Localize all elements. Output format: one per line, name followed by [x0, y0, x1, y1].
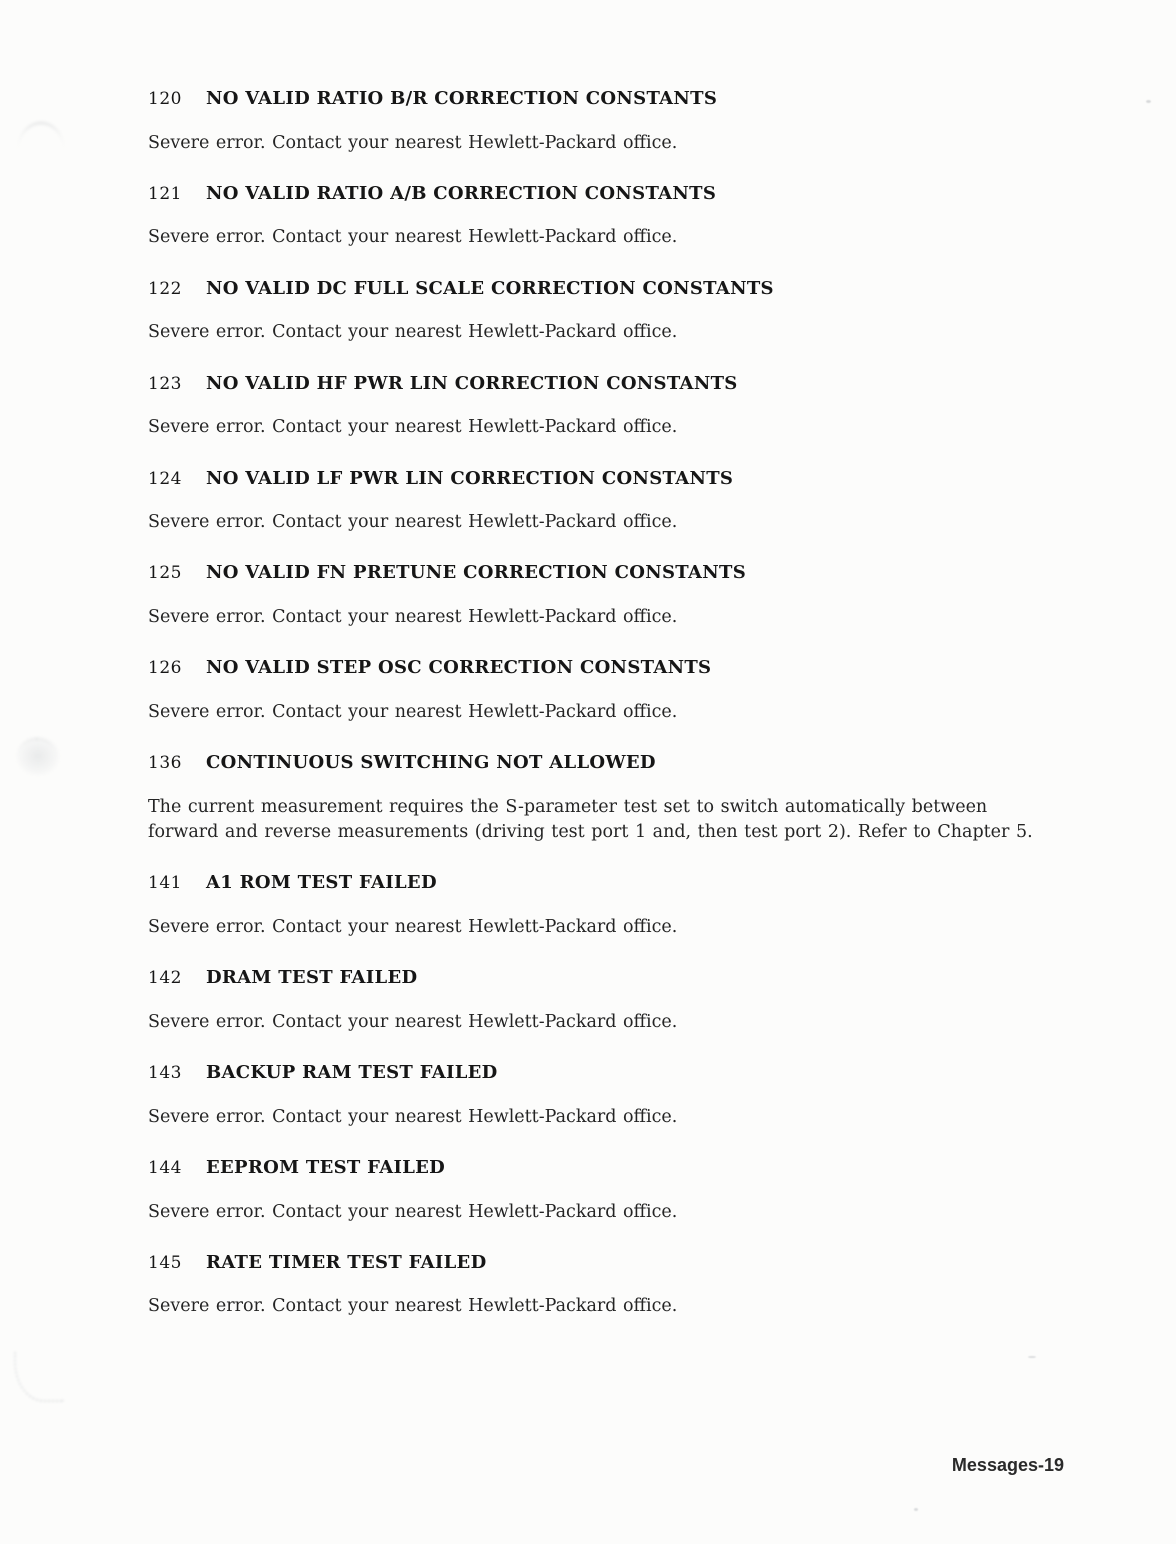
scan-artifact: [14, 1352, 64, 1402]
error-code: 141: [148, 873, 182, 894]
error-code: 144: [148, 1158, 182, 1178]
error-message-heading: [148, 468, 1042, 491]
error-message-block: [148, 183, 1042, 251]
error-title: CONTINUOUS SWITCHING NOT ALLOWED: [206, 752, 656, 774]
error-message-block: [148, 278, 1042, 346]
error-message-heading: [148, 88, 1042, 111]
error-title: EEPROM TEST FAILED: [206, 1157, 446, 1178]
scan-artifact: [16, 736, 60, 776]
error-title: NO VALID STEP OSC CORRECTION CONSTANTS: [206, 657, 712, 679]
error-description: Severe error. Contact your nearest Hewlett-Packard office.: [148, 227, 678, 248]
error-message-heading: [148, 1062, 1042, 1085]
error-description: Severe error. Contact your nearest Hewlett-Packard office.: [148, 701, 678, 722]
error-message-block: [148, 88, 1042, 156]
error-title: NO VALID LF PWR LIN CORRECTION CONSTANTS: [206, 467, 734, 489]
error-description: Severe error. Contact your nearest Hewlett-Packard office.: [148, 1201, 678, 1222]
error-code: 142: [148, 968, 182, 989]
error-message-block: [148, 1157, 1042, 1225]
error-description: Severe error. Contact your nearest Hewlett-Packard office.: [148, 132, 678, 153]
error-code: 122: [148, 278, 182, 299]
error-message-heading: [148, 752, 1042, 775]
error-title: NO VALID FN PRETUNE CORRECTION CONSTANTS: [206, 562, 746, 584]
error-description: Severe error. Contact your nearest Hewlett-Packard office.: [148, 1106, 678, 1127]
error-message-block: [148, 752, 1042, 845]
error-message-block: [148, 373, 1042, 441]
error-message-heading: [148, 278, 1042, 301]
error-code: 124: [148, 468, 182, 489]
error-message-block: [148, 468, 1042, 536]
scan-speck: [914, 1508, 918, 1511]
error-title: RATE TIMER TEST FAILED: [206, 1251, 487, 1273]
error-message-heading: [148, 657, 1042, 680]
error-title: DRAM TEST FAILED: [206, 967, 418, 989]
error-description: The current measurement requires the S-parameter test set to switch automatically between forward and reverse measurements (driving test port 1 and, then test port 2). Refer to Chapter 5.: [148, 796, 1033, 842]
error-message-heading: [148, 373, 1042, 396]
error-code: 136: [148, 753, 182, 774]
error-message-block: [148, 1062, 1042, 1130]
error-code: 145: [148, 1252, 182, 1273]
error-message-block: [148, 967, 1042, 1035]
message-list: [148, 88, 1042, 1347]
error-description: Severe error. Contact your nearest Hewlett-Packard office.: [148, 606, 678, 627]
error-title: A1 ROM TEST FAILED: [206, 872, 437, 894]
scan-speck: [1028, 1356, 1036, 1358]
error-message-heading: [148, 183, 1042, 206]
error-description: Severe error. Contact your nearest Hewlett-Packard office.: [148, 417, 678, 438]
error-description: Severe error. Contact your nearest Hewlett-Packard office.: [148, 322, 678, 343]
error-description: Severe error. Contact your nearest Hewlett-Packard office.: [148, 512, 678, 532]
error-message-heading: [148, 1252, 1042, 1275]
error-message-block: [148, 657, 1042, 725]
error-code: 123: [148, 373, 182, 394]
error-code: 121: [148, 183, 182, 204]
error-title: BACKUP RAM TEST FAILED: [206, 1062, 498, 1084]
error-message-heading: [148, 872, 1042, 895]
error-description: Severe error. Contact your nearest Hewlett-Packard office.: [148, 1296, 678, 1317]
error-code: 120: [148, 89, 182, 109]
error-title: NO VALID DC FULL SCALE CORRECTION CONSTANTS: [206, 277, 774, 299]
scan-speck: [1146, 100, 1151, 103]
error-message-block: [148, 872, 1042, 940]
error-message-heading: [148, 562, 1042, 585]
error-code: 143: [148, 1063, 182, 1084]
error-title: NO VALID RATIO A/B CORRECTION CONSTANTS: [206, 182, 717, 204]
error-message-block: [148, 562, 1042, 630]
error-message-heading: [148, 967, 1042, 990]
page-footer-label: Messages-19: [951, 1455, 1064, 1475]
error-message-block: [148, 1252, 1042, 1320]
error-message-heading: [148, 1157, 1042, 1180]
error-title: NO VALID RATIO B/R CORRECTION CONSTANTS: [206, 88, 718, 109]
error-code: 125: [148, 563, 182, 584]
error-title: NO VALID HF PWR LIN CORRECTION CONSTANTS: [206, 372, 738, 394]
error-description: Severe error. Contact your nearest Hewlett-Packard office.: [148, 916, 678, 937]
error-code: 126: [148, 658, 182, 679]
scan-artifact: [18, 122, 64, 150]
error-description: Severe error. Contact your nearest Hewlett-Packard office.: [148, 1011, 678, 1032]
